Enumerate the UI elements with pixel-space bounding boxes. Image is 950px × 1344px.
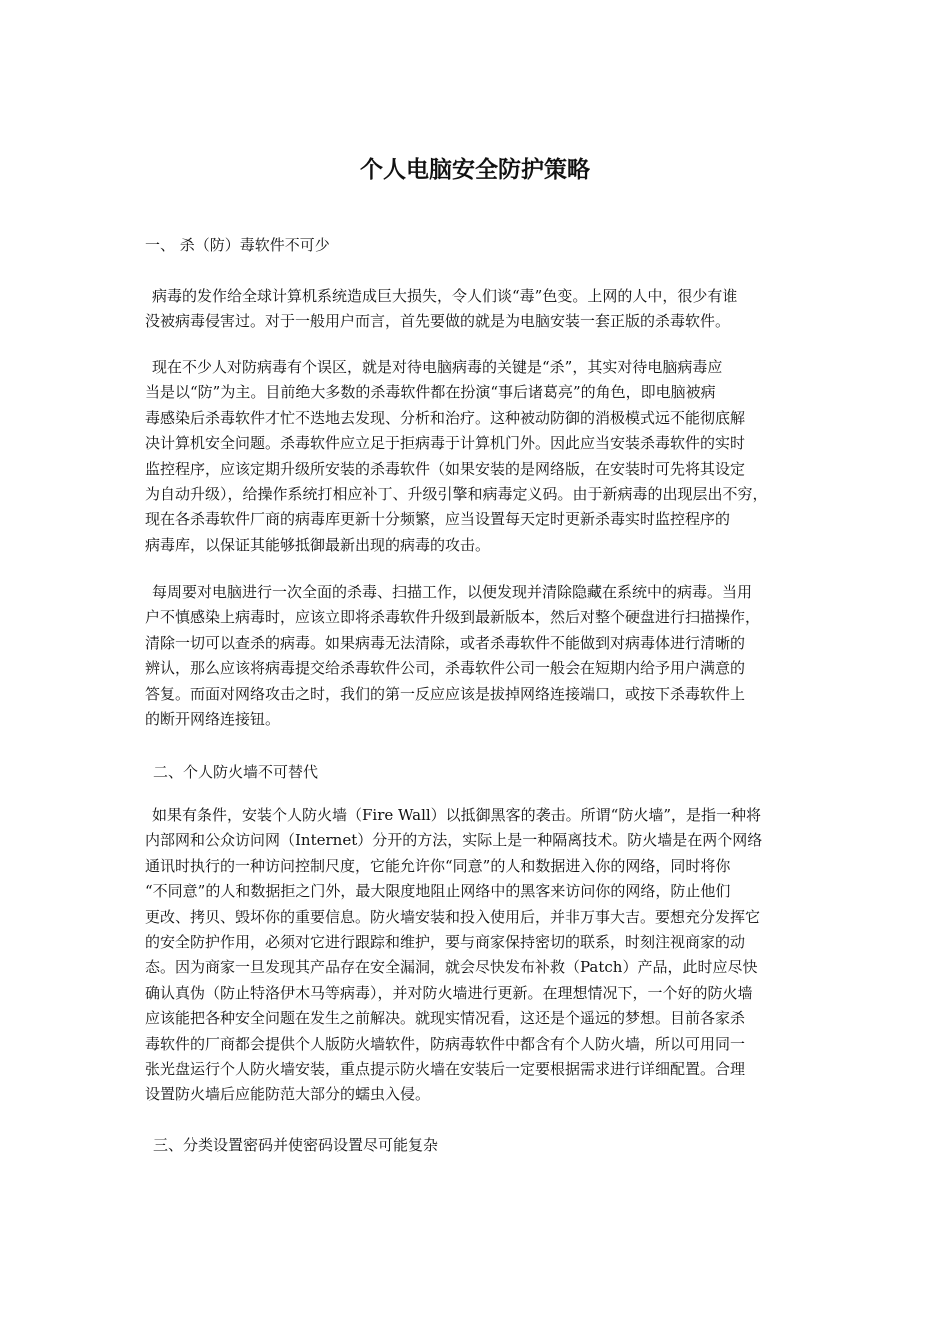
text-line: 设置防火墙后应能防范大部分的蠕虫入侵。: [145, 1085, 431, 1104]
text-line: 每周要对电脑进行一次全面的杀毒、扫描工作，以便发现并清除隐藏在系统中的病毒。当用: [152, 583, 753, 601]
text-line: 如果有条件，安装个人防火墙（Fire Wall）以抵御黑客的袭击。所谓“防火墙”，是指一种将: [152, 806, 762, 824]
section-2-paragraph-1: [145, 803, 825, 1108]
section-3-heading-text: 三、分类设置密码并使密码设置尽可能复杂: [153, 1136, 439, 1154]
section-2-heading: [145, 760, 825, 784]
text-line: 决计算机安全问题。杀毒软件应立足于拒病毒于计算机门外。因此应当安装杀毒软件的实时: [145, 434, 746, 453]
text-line: 清除一切可以查杀的病毒。如果病毒无法清除，或者杀毒软件不能做到对病毒体进行清晰的: [145, 633, 746, 652]
text-line: 内部网和公众访问网（Internet）分开的方法，实际上是一种隔离技术。防火墙是在两个网络: [145, 831, 763, 850]
section-1-paragraph-2: [145, 355, 825, 558]
text-line: 更改、拷贝、毁坏你的重要信息。防火墙安装和投入使用后，并非万事大吉。要想充分发挥它: [145, 907, 761, 926]
text-line: 没被病毒侵害过。对于一般用户而言，首先要做的就是为电脑安装一套正版的杀毒软件。: [145, 312, 731, 331]
text-line: 确认真伪（防止特洛伊木马等病毒），并对防火墙进行更新。在理想情况下，一个好的防火墙: [145, 983, 753, 1002]
text-line: 态。因为商家一旦发现其产品存在安全漏洞，就会尽快发布补救（Patch）产品，此时应尽快: [145, 958, 758, 977]
text-line: 现在各杀毒软件厂商的病毒库更新十分频繁，应当设置每天定时更新杀毒实时监控程序的: [145, 510, 731, 529]
text-line: “不同意”的人和数据拒之门外，最大限度地阻止网络中的黑客来访问你的网络，防止他们: [145, 882, 731, 901]
text-line: 为自动升级），给操作系统打相应补丁、升级引擎和病毒定义码。由于新病毒的出现层出不穷，: [145, 484, 768, 503]
text-line: 通讯时执行的一种访问控制尺度，它能允许你“同意”的人和数据进入你的网络，同时将你: [145, 856, 731, 875]
text-line: 应该能把各种安全问题在发生之前解决。就现实情况看，这还是个遥远的梦想。目前各家杀: [145, 1009, 746, 1028]
section-1-paragraph-3: [145, 580, 825, 732]
text-line: 毒感染后杀毒软件才忙不迭地去发现、分析和治疗。这种被动防御的消极模式远不能彻底解: [145, 408, 746, 427]
text-line: 户不慎感染上病毒时，应该立即将杀毒软件升级到最新版本，然后对整个硬盘进行扫描操作，: [145, 608, 761, 627]
text-line: 病毒库，以保证其能够抵御最新出现的病毒的攻击。: [145, 535, 491, 554]
text-line: 当是以“防”为主。目前绝大多数的杀毒软件都在扮演“事后诸葛亮”的角色，即电脑被病: [145, 383, 716, 402]
section-2-heading-text: 二、个人防火墙不可替代: [153, 763, 319, 781]
text-line: 的安全防护作用，必须对它进行跟踪和维护，要与商家保持密切的联系，时刻注视商家的动: [145, 932, 746, 951]
text-line: 张光盘运行个人防火墙安装，重点提示防火墙在安装后一定要根据需求进行详细配置。合理: [145, 1059, 746, 1078]
document-title: 个人电脑安全防护策略: [360, 157, 590, 183]
text-line: 病毒的发作给全球计算机系统造成巨大损失，令人们谈“毒”色变。上网的人中，很少有谁: [152, 287, 738, 305]
text-line: 的断开网络连接钮。: [145, 709, 281, 728]
text-line: 现在不少人对防病毒有个误区，就是对待电脑病毒的关键是“杀”，其实对待电脑病毒应: [152, 358, 723, 376]
text-line: 辨认，那么应该将病毒提交给杀毒软件公司，杀毒软件公司一般会在短期内给予用户满意的: [145, 659, 746, 678]
text-line: 监控程序，应该定期升级所安装的杀毒软件（如果安装的是网络版，在安装时可先将其设定: [145, 459, 746, 478]
section-1-heading: 一、 杀（防）毒软件不可少: [145, 236, 330, 254]
section-3-heading: [145, 1133, 825, 1157]
text-line: 毒软件的厂商都会提供个人版防火墙软件，防病毒软件中都含有个人防火墙，所以可用同一: [145, 1034, 746, 1053]
section-1-paragraph-1: [145, 284, 825, 335]
text-line: 答复。而面对网络攻击之时，我们的第一反应应该是拔掉网络连接端口，或按下杀毒软件上: [145, 684, 746, 703]
